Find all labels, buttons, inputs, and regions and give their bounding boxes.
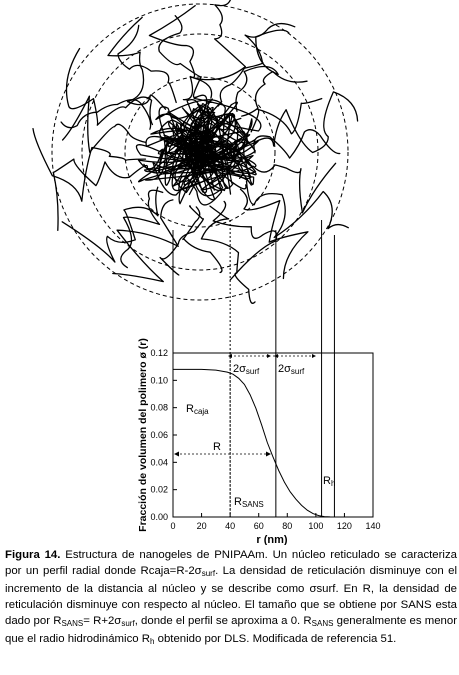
caption-text: Estructura de nanogeles de PNIPAAm. Un núcleo reticulado se caracteriza por un perfil radial donde Rcaja=R-2σ bbox=[5, 549, 457, 577]
rh-label: Rh bbox=[323, 475, 336, 488]
caption-text: . La densidad de reticulación disminuye con el incremento de la distancia al núcleo y se describe como σsurf. En R, la densidad de reticulación disminuye con respecto al núcleo. El tamaño que se obtiene por SANS esta dado por R bbox=[5, 564, 457, 627]
dangling-chain bbox=[247, 181, 349, 237]
dangling-chain bbox=[62, 187, 158, 262]
x-tick-label: 140 bbox=[365, 521, 381, 531]
y-tick-label: 0.08 bbox=[150, 402, 168, 413]
dangling-chain bbox=[251, 99, 322, 134]
caption-text: = R+2σ bbox=[83, 614, 122, 627]
caption-sub: surf bbox=[201, 568, 216, 578]
dangling-chain bbox=[201, 206, 255, 303]
dangling-chain bbox=[63, 96, 146, 152]
polymer-chains bbox=[33, 0, 358, 303]
dangling-chain bbox=[118, 25, 176, 102]
dangling-chain bbox=[242, 72, 307, 117]
y-tick-label: 0.12 bbox=[150, 348, 168, 358]
dangling-chain bbox=[236, 30, 289, 111]
x-tick-label: 100 bbox=[308, 521, 324, 531]
caption-sub: h bbox=[150, 636, 155, 646]
caption-text: generalmente es menor que el radio hidrodinámico R bbox=[5, 614, 458, 645]
y-tick-label: 0.06 bbox=[150, 430, 168, 440]
volume-fraction-plot bbox=[137, 220, 381, 545]
nanogel-schematic bbox=[33, 0, 358, 303]
r-label: R bbox=[213, 441, 221, 453]
dangling-chain bbox=[53, 159, 147, 230]
caption-text: , donde el perfil se aproxima a 0. R bbox=[134, 614, 312, 627]
y-tick-label: 0.04 bbox=[150, 457, 168, 468]
caption-label: Figura 14. bbox=[5, 549, 61, 561]
sigma-label-2: 2σsurf bbox=[278, 363, 305, 376]
dangling-chain bbox=[193, 0, 245, 98]
x-tick-label: 0 bbox=[170, 521, 176, 531]
caption-sub: SANS bbox=[61, 618, 84, 628]
y-axis-label: Fracción de volumen del polimero ø (r) bbox=[137, 338, 149, 532]
x-tick-label: 80 bbox=[282, 521, 293, 531]
x-tick-label: 120 bbox=[336, 521, 352, 531]
rsans-label: RSANS bbox=[234, 496, 264, 509]
caption-sub: SANS bbox=[311, 618, 334, 628]
dangling-chain bbox=[183, 207, 222, 273]
sigma-label-1: 2σsurf bbox=[233, 363, 260, 376]
x-axis-label: r (nm) bbox=[256, 534, 288, 545]
y-tick-label: 0.00 bbox=[150, 512, 168, 522]
y-tick-label: 0.10 bbox=[150, 375, 168, 386]
caption-sub: surf bbox=[121, 618, 135, 628]
y-tick-label: 0.02 bbox=[150, 484, 168, 495]
dangling-chain bbox=[33, 129, 146, 202]
dangling-chain bbox=[220, 24, 295, 102]
rcaja-label: Rcaja bbox=[186, 403, 209, 416]
plot-frame bbox=[173, 353, 373, 517]
profile-curve bbox=[173, 369, 352, 517]
x-tick-label: 60 bbox=[253, 521, 264, 531]
x-tick-label: 40 bbox=[225, 521, 236, 531]
x-tick-label: 20 bbox=[196, 521, 207, 531]
caption-text: obtenido por DLS. Modificada de referencia 51. bbox=[154, 632, 397, 645]
figure-caption bbox=[5, 548, 457, 649]
dangling-chain bbox=[149, 6, 195, 100]
